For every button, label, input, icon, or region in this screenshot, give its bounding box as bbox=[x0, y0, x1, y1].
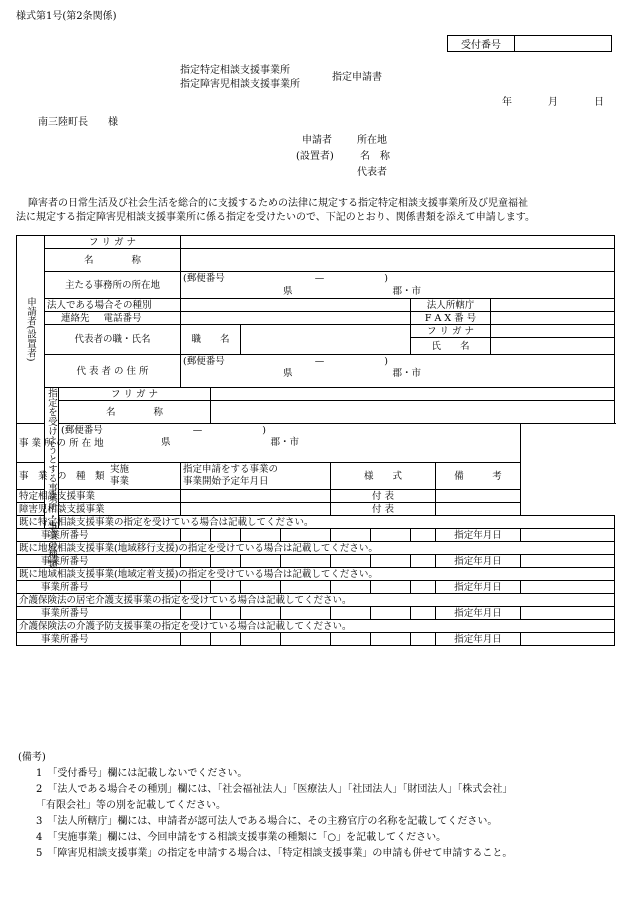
biko-header: 備 考 bbox=[436, 463, 521, 490]
plan-date-header: 指定申請をする事業の 事業開始予定年月日 bbox=[181, 463, 331, 490]
existing4-digit[interactable] bbox=[411, 607, 436, 620]
existing5-digit[interactable] bbox=[181, 633, 211, 646]
receipt-number-field[interactable] bbox=[515, 36, 612, 52]
note-3: 3 「法人所轄庁」欄には、申請者が認可法人である場合に、その主務官庁の名称を記載してください。 bbox=[36, 816, 498, 827]
intro-line1: 障害者の日常生活及び社会生活を総合的に支援するための法律に規定する指定特定相談支援事業所及び児童福祉 bbox=[28, 198, 528, 209]
existing4-digit[interactable] bbox=[211, 607, 241, 620]
existing2-digit[interactable] bbox=[241, 555, 281, 568]
office-address-label: 事 業 所 の 所 在 地 bbox=[17, 424, 59, 463]
title-line2: 指定障害児相談支援事業所 bbox=[180, 79, 300, 90]
existing5-digit[interactable] bbox=[281, 633, 331, 646]
biz-type-header: 事 業 の 種 類 bbox=[17, 463, 59, 490]
furigana-field[interactable] bbox=[181, 236, 615, 249]
furigana-label: フ リ ガ ナ bbox=[45, 236, 181, 249]
biz2-biko-field[interactable] bbox=[436, 503, 521, 516]
existing1-label: 既に特定相談支援事業の指定を受けている場合は記載してください。 bbox=[17, 516, 615, 529]
existing2-label: 既に地域相談支援事業(地域移行支援)の指定を受けている場合は記載してください。 bbox=[17, 542, 615, 555]
existing5-digit[interactable] bbox=[211, 633, 241, 646]
main-office-address-field[interactable]: 県 郡・市 bbox=[181, 284, 615, 299]
shoku-label: 職 名 bbox=[181, 325, 241, 355]
existing2-office-no-label: 事業所番号 bbox=[17, 555, 181, 568]
office-address-extra[interactable] bbox=[59, 448, 521, 463]
existing2-digit[interactable] bbox=[411, 555, 436, 568]
shoku-field[interactable] bbox=[241, 325, 411, 355]
notes-section bbox=[18, 750, 618, 862]
rep-address-label: 代 表 者 の 住 所 bbox=[45, 355, 181, 388]
existing1-digit[interactable] bbox=[211, 529, 241, 542]
corp-type-label: 法人である場合その種別 bbox=[45, 299, 181, 312]
existing4-digit[interactable] bbox=[281, 607, 331, 620]
existing3-digit[interactable] bbox=[371, 581, 411, 594]
note-4: 4 「実施事業」欄には、今回申請をする相談支援事業の種類に「○」を記載してください。 bbox=[36, 832, 447, 843]
rep-postal[interactable]: (郵便番号 — ) bbox=[181, 355, 615, 368]
name-label: 名 称 bbox=[360, 151, 390, 162]
note-2b: 「有限会社」等の別を記載してください。 bbox=[36, 800, 226, 811]
existing3-date-field[interactable] bbox=[521, 581, 615, 594]
existing5-digit[interactable] bbox=[241, 633, 281, 646]
existing4-digit[interactable] bbox=[371, 607, 411, 620]
date-year: 年 bbox=[502, 97, 512, 108]
biz2-fuhyo: 付 表 bbox=[331, 503, 436, 516]
note-2a: 2 「法人である場合その種別」欄には、「社会福祉法人」「医療法人」「社団法人」「財団法人」「株式会社」 bbox=[36, 784, 513, 795]
fax-field[interactable] bbox=[491, 312, 615, 325]
existing5-digit[interactable] bbox=[331, 633, 371, 646]
existing1-date-field[interactable] bbox=[521, 529, 615, 542]
founder-label: (設置者) bbox=[296, 151, 334, 162]
existing4-digit[interactable] bbox=[331, 607, 371, 620]
name-label-cell: 名 称 bbox=[45, 249, 181, 272]
existing5-date-label: 指定年月日 bbox=[436, 633, 521, 646]
rep-title-name-label: 代表者の職・氏名 bbox=[45, 325, 181, 355]
rep-name-field[interactable] bbox=[491, 338, 615, 355]
fax-label: F A X 番 号 bbox=[411, 312, 491, 325]
rep-address-extra[interactable] bbox=[181, 379, 615, 388]
existing4-digit[interactable] bbox=[241, 607, 281, 620]
receipt-number-label: 受付番号 bbox=[448, 36, 515, 52]
existing5-digit[interactable] bbox=[371, 633, 411, 646]
existing1-digit[interactable] bbox=[241, 529, 281, 542]
existing3-digit[interactable] bbox=[211, 581, 241, 594]
title-line1: 指定特定相談支援事業所 bbox=[180, 65, 290, 76]
application-form-table bbox=[16, 235, 615, 646]
biz1-biko-field[interactable] bbox=[436, 490, 521, 503]
intro-line2: 法に規定する指定障害児相談支援事業所に係る指定を受けたいので、下記のとおり、関係書類を添えて申請します。 bbox=[16, 212, 535, 223]
address-label: 所在地 bbox=[357, 135, 387, 146]
applicant-label: 申請者 bbox=[302, 135, 332, 146]
existing2-date-field[interactable] bbox=[521, 555, 615, 568]
biz1-label: 特定相談支援事業 bbox=[17, 490, 59, 503]
existing4-date-label: 指定年月日 bbox=[436, 607, 521, 620]
existing3-label: 既に地域相談支援事業(地域定着支援)の指定を受けている場合は記載してください。 bbox=[17, 568, 615, 581]
existing3-office-no-label: 事業所番号 bbox=[17, 581, 181, 594]
existing3-digit[interactable] bbox=[411, 581, 436, 594]
rep-address-field[interactable]: 県 郡・市 bbox=[181, 367, 615, 379]
existing2-digit[interactable] bbox=[371, 555, 411, 568]
addressee: 南三陸町長 様 bbox=[38, 117, 118, 128]
date-day: 日 bbox=[594, 97, 604, 108]
existing4-digit[interactable] bbox=[181, 607, 211, 620]
existing5-office-no-label: 事業所番号 bbox=[17, 633, 181, 646]
title-suffix: 指定申請書 bbox=[332, 72, 382, 83]
corp-authority-field[interactable] bbox=[491, 299, 615, 312]
existing4-date-field[interactable] bbox=[521, 607, 615, 620]
existing2-digit[interactable] bbox=[211, 555, 241, 568]
existing1-digit[interactable] bbox=[181, 529, 211, 542]
office-postal[interactable]: (郵便番号 — ) bbox=[59, 424, 521, 437]
existing1-office-no-label: 事業所番号 bbox=[17, 529, 181, 542]
existing2-digit[interactable] bbox=[331, 555, 371, 568]
existing3-digit[interactable] bbox=[331, 581, 371, 594]
rep-furigana-label: フ リ ガ ナ bbox=[411, 325, 491, 338]
existing4-label: 介護保険法の居宅介護支援事業の指定を受けている場合は記載してください。 bbox=[17, 594, 615, 607]
main-office-postal[interactable]: (郵便番号 — ) bbox=[181, 272, 615, 285]
office-furigana-label: フ リ ガ ナ bbox=[59, 388, 211, 401]
office-address-field[interactable]: 県 郡・市 bbox=[59, 436, 521, 448]
receipt-number-box bbox=[447, 35, 612, 52]
existing1-digit[interactable] bbox=[281, 529, 331, 542]
phone-field[interactable] bbox=[181, 312, 411, 325]
existing1-date-label: 指定年月日 bbox=[436, 529, 521, 542]
rep-furigana-field[interactable] bbox=[491, 325, 615, 338]
existing2-date-label: 指定年月日 bbox=[436, 555, 521, 568]
side-office: 指定を受けようとする事業所・事業の種類 bbox=[46, 388, 57, 569]
existing3-digit[interactable] bbox=[241, 581, 281, 594]
existing5-label: 介護保険法の介護予防支援事業の指定を受けている場合は記載してください。 bbox=[17, 620, 615, 633]
office-furigana-field[interactable] bbox=[211, 388, 615, 401]
yoshiki-header: 様 式 bbox=[331, 463, 436, 490]
rep-name-label: 氏 名 bbox=[411, 338, 491, 355]
existing4-office-no-label: 事業所番号 bbox=[17, 607, 181, 620]
representative-label: 代表者 bbox=[357, 167, 387, 178]
existing2-digit[interactable] bbox=[281, 555, 331, 568]
side-applicant: 申請者(設置者) bbox=[17, 236, 45, 424]
form-number: 様式第1号(第2条関係) bbox=[16, 11, 117, 22]
existing5-date-field[interactable] bbox=[521, 633, 615, 646]
existing3-digit[interactable] bbox=[281, 581, 331, 594]
corp-authority-label: 法人所轄庁 bbox=[411, 299, 491, 312]
note-5: 5 「障害児相談支援事業」の指定を申請する場合は、「特定相談支援事業」の申請も併せて申請すること。 bbox=[36, 848, 513, 859]
jisshi-header: 実施 事業 bbox=[59, 463, 181, 490]
biz1-fuhyo: 付 表 bbox=[331, 490, 436, 503]
notes-heading: (備考) bbox=[18, 752, 46, 763]
corp-type-field[interactable] bbox=[181, 299, 411, 312]
biz2-date-field[interactable] bbox=[181, 503, 331, 516]
existing3-digit[interactable] bbox=[181, 581, 211, 594]
existing1-digit[interactable] bbox=[331, 529, 371, 542]
date-month: 月 bbox=[548, 97, 558, 108]
name-field[interactable] bbox=[181, 249, 615, 272]
existing1-digit[interactable] bbox=[371, 529, 411, 542]
existing3-date-label: 指定年月日 bbox=[436, 581, 521, 594]
note-1: 1 「受付番号」欄には記載しないでください。 bbox=[36, 768, 248, 779]
existing2-digit[interactable] bbox=[181, 555, 211, 568]
existing5-digit[interactable] bbox=[411, 633, 436, 646]
biz1-date-field[interactable] bbox=[181, 490, 331, 503]
biz2-label: 障害児相談支援事業 bbox=[17, 503, 59, 516]
office-name-field[interactable] bbox=[211, 401, 615, 424]
main-office-address-label: 主たる事務所の所在地 bbox=[45, 272, 181, 299]
existing1-digit[interactable] bbox=[411, 529, 436, 542]
office-name-label: 名 称 bbox=[59, 401, 211, 424]
contact-row-label: 連絡先 電話番号 bbox=[45, 312, 181, 325]
